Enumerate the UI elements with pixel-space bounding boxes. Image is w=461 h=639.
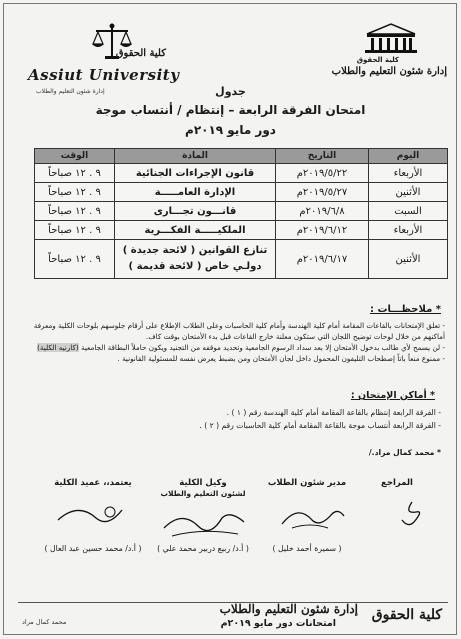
note-item: أماكنهم من خلال لوحات توضيح اللجان التي ستكون معلنة خارج القاعات قبل بدء الأمتحان بوقت كاف. [145, 332, 445, 341]
cell-day: الأربعاء [369, 164, 448, 183]
cell-day: الأثنين [369, 183, 448, 202]
note-highlight: (كارنيه الكلية) [37, 343, 79, 352]
exam-halls-title: * أماكن الإمتحان : [350, 390, 435, 401]
schedule-heading: جدول [215, 85, 246, 98]
exam-schedule-table [34, 148, 448, 279]
footer-department: إدارة شئون التعليم والطلاب [219, 602, 358, 616]
hall-item: - الفرقة الرابعة إنتظام بالقاعة المقامة أمام كلية الهندسة رقم ( ١ ) . [226, 408, 441, 417]
signature-vice-dean [148, 478, 258, 553]
cell-time: ٩ . ١٢ صباحاً [35, 240, 115, 279]
cell-time: ٩ . ١٢ صباحاً [35, 164, 115, 183]
left-logo-english: Assiut University [28, 66, 180, 84]
table-row [35, 240, 448, 279]
schedule-session: دور مايو ٢٠١٩م [185, 123, 276, 137]
signature-scribble [48, 498, 138, 534]
signature-subrole: لشئون التعليم والطلاب [160, 489, 246, 498]
cell-subject-line2: دولـي خاص ( لائحة قديمة ) [128, 261, 262, 272]
page-footer [18, 598, 448, 632]
cell-date: ٢٠١٩/٦/١٧م [276, 240, 369, 279]
cell-subject-line1: تنازع القوانين ( لائحة جديدة ) [122, 245, 268, 256]
right-logo-faculty: كلية الحقوق [356, 56, 399, 64]
cell-subject: قانون الإجراءات الجنائية [115, 164, 276, 183]
notes-list [21, 320, 445, 364]
header-day: اليوم [369, 149, 448, 164]
signature-role: وكيل الكلية [179, 478, 227, 488]
note-item: - تعلق الإمتحانات بالقاعات المقامة أمام كلية الهندسة وأمام كلية الحاسبات وعلى الطلاب الإطلاع على أرقام جلوسهم بلوحات الكلية ومعرفة [33, 321, 445, 330]
faculty-logo [307, 22, 447, 82]
cell-time: ٩ . ١٢ صباحاً [35, 202, 115, 221]
signature-student-affairs-director [252, 478, 362, 553]
schedule-subheading: امتحان الفرقة الرابعة – إنتظام / أنتساب موجة [95, 103, 366, 117]
left-logo-arabic: كلية الحقوق [115, 48, 166, 59]
cell-subject: الملكيـــــة الفكـــرية [115, 221, 276, 240]
cell-subject: الإدارة العامـــــة [115, 183, 276, 202]
footer-stamp: محمد كمال مراد [22, 618, 67, 626]
table-row [35, 164, 448, 183]
signature-dean [38, 478, 148, 553]
cell-day: الأثنين [369, 240, 448, 279]
header-time: الوقت [35, 149, 115, 164]
left-logo-subtitle: إدارة شئون التعليم والطلاب [36, 88, 105, 95]
cell-subject [115, 240, 276, 279]
signature-role: المراجع [381, 478, 413, 488]
signature-name: ( أ.د/ محمد حسين عبد العال ) [44, 544, 142, 553]
exam-halls-list [21, 406, 441, 432]
signature-name: ( سميرة أحمد خليل ) [272, 544, 342, 553]
header-date: التاريخ [276, 149, 369, 164]
reviewer-name: * محمد كمال مراد./ [368, 448, 441, 457]
cell-subject: قانـــون تجـــارى [115, 202, 276, 221]
footer-faculty: كلية الحقوق [371, 607, 442, 623]
right-logo-department: إدارة شئون التعليم والطلاب [331, 66, 447, 77]
signature-scribble [352, 498, 442, 534]
signature-name: ( أ.د/ ربيع دربير محمد علي ) [157, 544, 249, 553]
header-subject: المادة [115, 149, 276, 164]
cell-time: ٩ . ١٢ صباحاً [35, 183, 115, 202]
note-item [21, 342, 445, 353]
cell-day: السبت [369, 202, 448, 221]
cell-date: ٢٠١٩/٥/٢٧م [276, 183, 369, 202]
cell-date: ٢٠١٩/٦/٨م [276, 202, 369, 221]
notes-title: * ملاحظـــات : [370, 304, 441, 315]
table-row [35, 183, 448, 202]
signature-role: مدير شئون الطلاب [267, 478, 347, 488]
cell-date: ٢٠١٩/٦/١٢م [276, 221, 369, 240]
signature-scribble [262, 498, 352, 534]
cell-time: ٩ . ١٢ صباحاً [35, 221, 115, 240]
faculty-building-icon [363, 22, 419, 54]
signature-scribble [158, 508, 248, 544]
table-row [35, 202, 448, 221]
table-header-row [35, 149, 448, 164]
hall-item: - الفرقة الرابعة أنتساب موجة بالقاعة المقامة أمام كلية الحاسبات رقم ( ٢ ) . [199, 421, 441, 430]
table-row [35, 221, 448, 240]
cell-day: الأربعاء [369, 221, 448, 240]
cell-date: ٢٠١٩/٥/٢٢م [276, 164, 369, 183]
note-text: - لن يسمح لأي طالب بدخول الأمتحان إلا بعد سداد الرسوم الجامعية وتحديد موقفه من التجنيد ويكون حاملاً البطاقة الجامعية [80, 343, 445, 352]
footer-session: امتحانات دور مايو ٢٠١٩م [220, 618, 336, 629]
signature-role: يعتمد،، عميد الكلية [54, 478, 132, 488]
note-item: - ممنوع منعاً باتاً إصطحاب التليفون المحمول داخل لجان الأمتحان ومن يضبط يعرض نفسه للمسئولية القانونية . [117, 354, 445, 363]
